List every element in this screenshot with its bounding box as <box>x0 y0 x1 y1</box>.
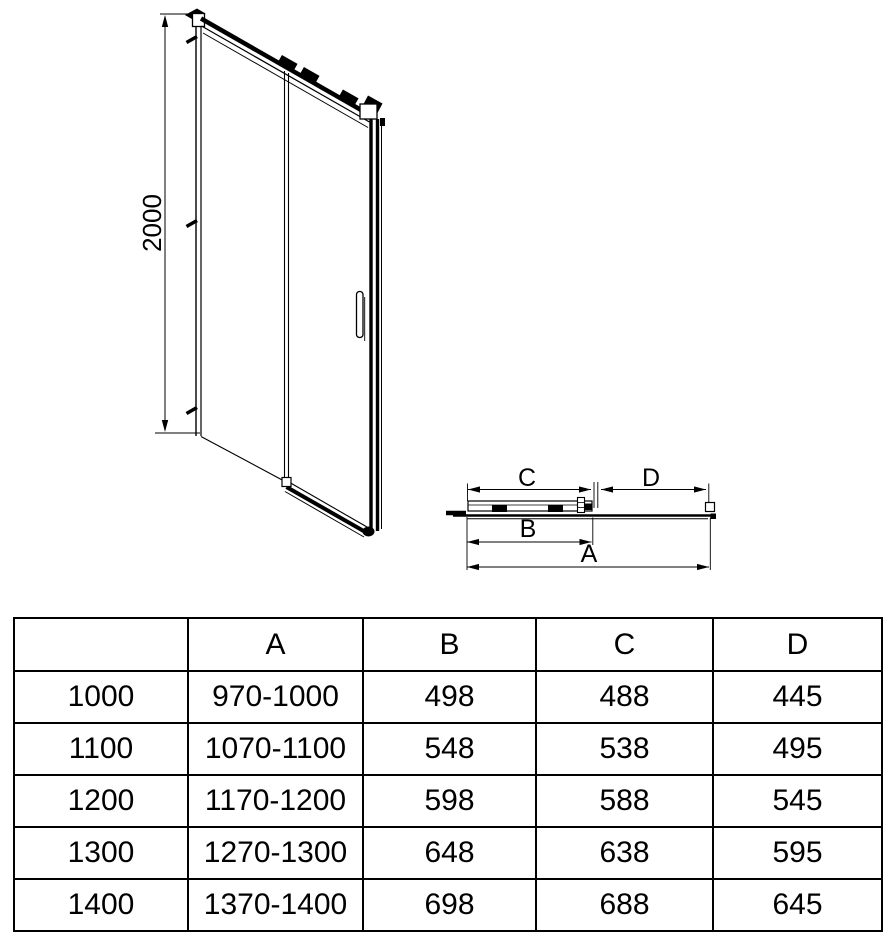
cell-a: 970-1000 <box>188 671 363 723</box>
top-right-cap <box>360 104 377 119</box>
header-cell-c: C <box>536 618 713 671</box>
cell-d: 445 <box>713 671 882 723</box>
cell-d: 495 <box>713 723 882 775</box>
cell-d: 645 <box>713 879 882 931</box>
dimension-d <box>601 464 706 493</box>
cell-b: 548 <box>363 723 536 775</box>
dim-a-label: A <box>580 540 598 568</box>
top-rail <box>201 19 370 128</box>
cell-c: 588 <box>536 775 713 827</box>
size-table <box>13 617 883 932</box>
cell-a: 1270-1300 <box>188 827 363 879</box>
header-cell-a: A <box>188 618 363 671</box>
cell-d: 545 <box>713 775 882 827</box>
door-handle <box>357 292 365 342</box>
dim-d-label: D <box>641 464 661 492</box>
plan-roller <box>492 505 507 512</box>
cell-d: 595 <box>713 827 882 879</box>
header-cell-d: D <box>713 618 882 671</box>
header-cell-b: B <box>363 618 536 671</box>
right-wall-profile <box>706 503 715 512</box>
cell-size: 1000 <box>14 671 188 723</box>
height-dimension-label: 2000 <box>137 194 167 252</box>
cell-b: 598 <box>363 775 536 827</box>
bottom-left-cap <box>282 478 291 487</box>
plan-roller <box>548 505 563 512</box>
plan-bracket <box>578 498 585 513</box>
cell-b: 698 <box>363 879 536 931</box>
dimension-b <box>467 515 592 545</box>
cell-a: 1070-1100 <box>188 723 363 775</box>
table-row <box>14 879 882 931</box>
right-stile <box>360 96 385 532</box>
dimension-c <box>468 464 591 493</box>
arrow-down-icon <box>162 420 168 432</box>
plan-view <box>446 464 716 570</box>
dim-c-label: C <box>517 464 537 492</box>
front-view <box>137 9 385 538</box>
arrow-up-icon <box>162 15 168 27</box>
cell-c: 488 <box>536 671 713 723</box>
fixed-panel-edge <box>201 71 289 482</box>
cell-a: 1170-1200 <box>188 775 363 827</box>
left-wall-profile <box>185 9 206 437</box>
table-row <box>14 775 882 827</box>
cell-c: 638 <box>536 827 713 879</box>
dimension-a <box>467 540 709 570</box>
cell-b: 648 <box>363 827 536 879</box>
cell-size: 1300 <box>14 827 188 879</box>
bottom-right-cap <box>363 527 375 537</box>
table-row <box>14 671 882 723</box>
cell-c: 688 <box>536 879 713 931</box>
bottom-rail <box>282 478 375 538</box>
cell-c: 538 <box>536 723 713 775</box>
table-header-row <box>14 618 882 671</box>
cell-size: 1100 <box>14 723 188 775</box>
cell-size: 1400 <box>14 879 188 931</box>
cell-size: 1200 <box>14 775 188 827</box>
cell-a: 1370-1400 <box>188 879 363 931</box>
plan-slider-rail <box>468 498 592 513</box>
table-row <box>14 827 882 879</box>
cell-b: 498 <box>363 671 536 723</box>
dim-b-label: B <box>519 515 537 543</box>
table-row <box>14 723 882 775</box>
header-cell-size <box>14 618 188 671</box>
